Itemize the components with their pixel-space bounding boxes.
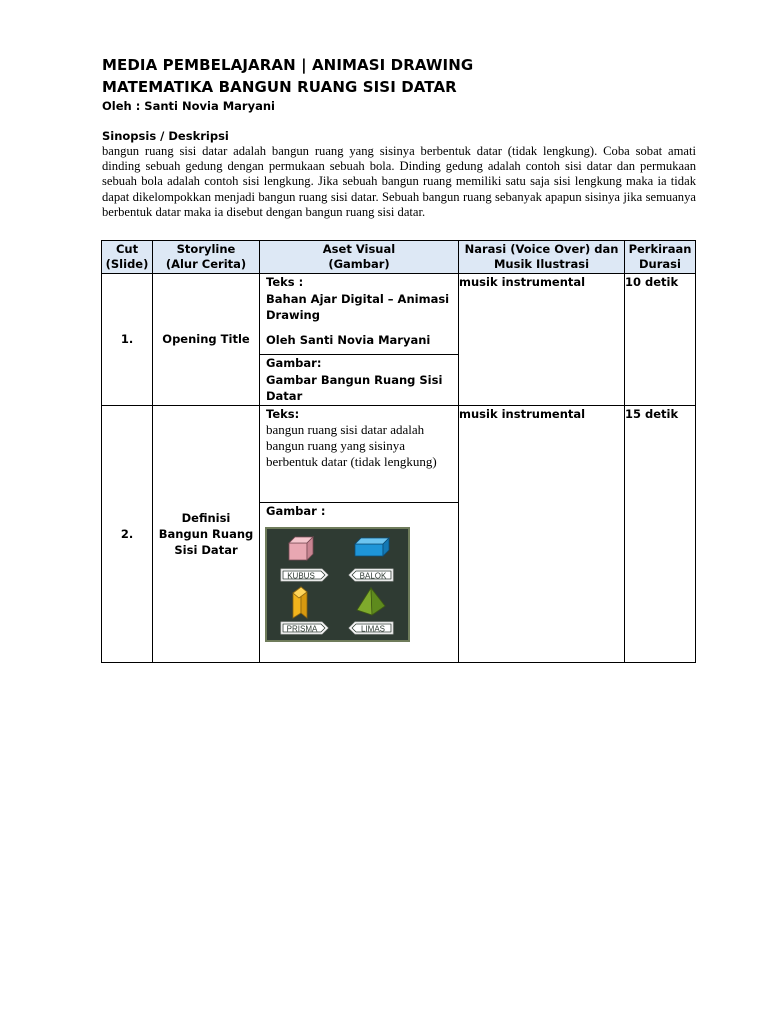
gambar-subcell	[260, 503, 458, 520]
cuboid-icon	[355, 538, 389, 556]
teks-subcell	[260, 406, 458, 503]
header-aset-visual: Aset Visual (Gambar)	[260, 241, 459, 274]
gambar-text: Gambar Bangun Ruang Sisi Datar	[266, 372, 443, 403]
bangun-ruang-svg	[267, 529, 408, 640]
synopsis-heading: Sinopsis / Deskripsi	[102, 129, 229, 143]
teks-label: Teks :	[266, 275, 304, 289]
table-header-row	[102, 241, 696, 274]
storyline-cell	[153, 405, 260, 662]
prism-icon	[293, 587, 307, 618]
durasi-cell: 15 detik	[625, 405, 696, 662]
storyline-line: Bangun Ruang	[158, 526, 254, 541]
storyline-line: Sisi Datar	[174, 542, 238, 557]
aset-visual-cell	[260, 405, 459, 662]
aset-visual-cell	[260, 274, 459, 406]
narasi-cell: musik instrumental	[459, 274, 625, 406]
table-row	[102, 274, 696, 406]
narasi-cell: musik instrumental	[459, 405, 625, 662]
header-narasi: Narasi (Voice Over) dan Musik Ilustrasi	[459, 241, 625, 274]
teks-subcell	[260, 274, 458, 355]
cut-number: 1.	[102, 274, 153, 406]
header-storyline: Storyline (Alur Cerita)	[153, 241, 260, 274]
gambar-label: Gambar :	[266, 503, 326, 518]
teks-line: Oleh Santi Novia Maryani	[266, 332, 431, 347]
gambar-subcell	[260, 355, 458, 405]
balok-label: BALOK	[359, 571, 387, 581]
balok-label-arrow	[349, 569, 393, 581]
document-title-line-1: MEDIA PEMBELAJARAN | ANIMASI DRAWING	[102, 56, 474, 74]
storyline-line: Definisi	[181, 510, 231, 525]
table-row	[102, 405, 696, 662]
kubus-label: KUBUS	[287, 571, 315, 581]
pyramid-icon	[357, 588, 385, 615]
limas-label: LIMAS	[360, 624, 386, 634]
storyboard-table	[101, 240, 696, 663]
document-title-line-2: MATEMATIKA BANGUN RUANG SISI DATAR	[102, 78, 457, 96]
synopsis-body: bangun ruang sisi datar adalah bangun ruang yang sisinya berbentuk datar (tidak lengkung). Coba sobat amati dinding sebuah gedung dengan permukaan sebuah bola. Dinding gedung adalah contoh sisi datar dan permukaan sebuah bola adalah contoh sisi lengkung. Jika sebuah bangun ruang memiliki satu saja sisi lengkung maka ia tidak dapat dikelompokkan menjadi bangun ruang sisi datar. Sebuah bangun ruang sebanyak apapun sisinya jika semuanya berbentuk datar maka ia disebut dengan bangun ruang sisi datar.	[102, 144, 696, 219]
teks-label: Teks:	[266, 406, 300, 421]
cube-icon	[289, 537, 313, 560]
teks-body: bangun ruang sisi datar adalah bangun ruang yang sisinya berbentuk datar (tidak lengkung)	[266, 422, 437, 469]
bangun-ruang-illustration	[265, 527, 410, 642]
cut-number: 2.	[102, 405, 153, 662]
durasi-cell: 10 detik	[625, 274, 696, 406]
header-cut: Cut (Slide)	[102, 241, 153, 274]
header-durasi: Perkiraan Durasi	[625, 241, 696, 274]
kubus-label-arrow	[281, 569, 328, 581]
teks-line: Bahan Ajar Digital – Animasi Drawing	[266, 291, 450, 322]
document-page	[102, 54, 696, 220]
storyline-cell: Opening Title	[153, 274, 260, 406]
limas-label-arrow	[349, 622, 393, 634]
prisma-label: PRISMA	[286, 624, 318, 634]
prisma-label-arrow	[281, 622, 328, 634]
author-line: Oleh : Santi Novia Maryani	[102, 99, 275, 113]
gambar-label: Gambar:	[266, 356, 322, 370]
